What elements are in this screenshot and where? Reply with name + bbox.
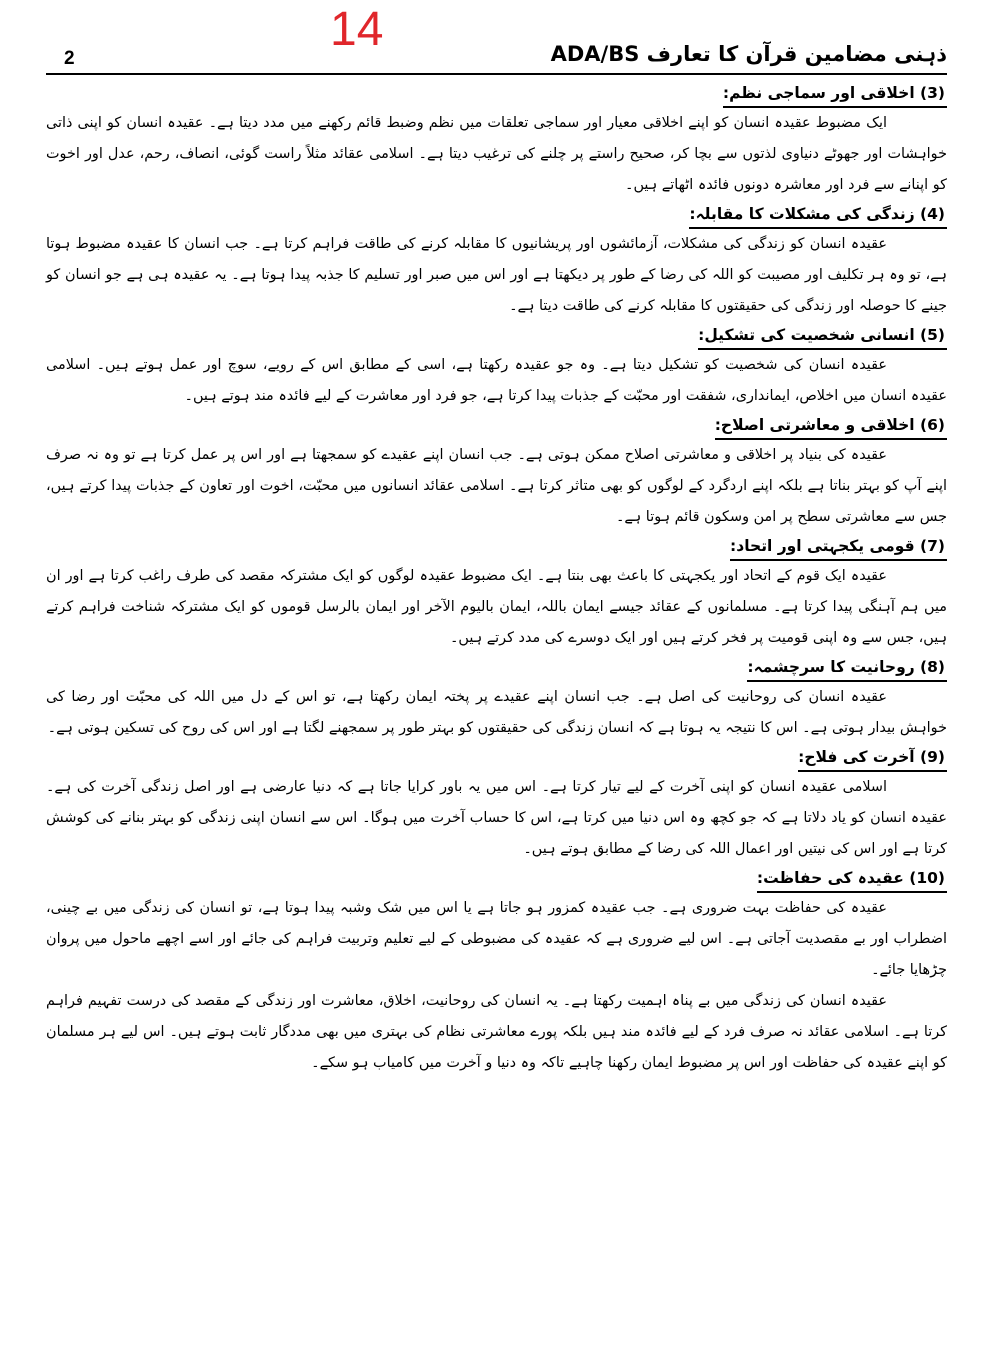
section-10 — [46, 865, 947, 1079]
paragraph: عقیدہ انسان کی زندگی میں بے پناہ اہمیت رکھتا ہے۔ یہ انسان کی روحانیت، اخلاق، معاشرت اور زندگی کے مقصد کی درست تفہیم فراہم کرتا ہے۔ اسلامی عقائد نہ صرف فرد کے لیے فائدہ مند ہیں بلکہ پورے معاشرتی نظام کی بہتری میں بھی مددگار ثابت ہوتے ہیں۔ اس لیے ہر مسلمان کو اپنے عقیدہ کی حفاظت اور اس پر مضبوط ایمان رکھنا چاہیے تاکہ وہ دنیا و آخرت میں کامیاب ہو سکے۔ — [46, 993, 947, 1071]
paragraph: اسلامی عقیدہ انسان کو اپنی آخرت کے لیے تیار کرتا ہے۔ اس میں یہ باور کرایا جاتا ہے کہ دنیا عارضی ہے اور اصل زندگی آخرت کی ہے۔ عقیدہ انسان کو یاد دلاتا ہے کہ جو کچھ وہ اس دنیا میں کرتا ہے، اس کا حساب آخرت میں ہوگا۔ اس سے انسان اپنی زندگی کو بہتر بنانے کی کوشش کرتا ہے اور اس کی نیتیں اور اعمال اللہ کی رضا کے مطابق ہوتے ہیں۔ — [46, 779, 947, 857]
section-heading: (5) انسانی شخصیت کی تشکیل: — [698, 322, 947, 350]
paragraph: عقیدہ ایک قوم کے اتحاد اور یکجہتی کا باعث بھی بنتا ہے۔ ایک مضبوط عقیدہ لوگوں کو ایک مشترکہ مقصد کی طرف راغب کرتا ہے اور ان میں ہم آہنگی پیدا کرتا ہے۔ مسلمانوں کے عقائد جیسے ایمان باللہ، ایمان بالیوم الآخر اور ایمان بالرسل قوموں کو ایک مشترکہ شناخت فراہم کرتے ہیں، جس سے وہ اپنی قومیت پر فخر کرتے ہیں اور ایک دوسرے کی مدد کرتے ہیں۔ — [46, 568, 947, 646]
paragraph: عقیدہ انسان کو زندگی کی مشکلات، آزمائشوں اور پریشانیوں کا مقابلہ کرنے کی طاقت فراہم کرتا ہے۔ جب انسان کا عقیدہ مضبوط ہوتا ہے، تو وہ ہر تکلیف اور مصیبت کو اللہ کی رضا کے طور پر دیکھتا ہے اور اس میں صبر اور تسلیم کا جذبہ پیدا ہوتا ہے۔ یہ عقیدہ ہی ہے جو انسان کو جینے کا حوصلہ اور زندگی کی حقیقتوں کا مقابلہ کرنے کی طاقت دیتا ہے۔ — [46, 236, 947, 314]
page-number: 2 — [64, 48, 75, 69]
header-rule — [46, 73, 947, 75]
section-heading: (9) آخرت کی فلاح: — [798, 744, 947, 772]
section-heading: (4) زندگی کی مشکلات کا مقابلہ: — [689, 201, 947, 229]
paragraph: عقیدہ انسان کی روحانیت کی اصل ہے۔ جب انسان اپنے عقیدے پر پختہ ایمان رکھتا ہے، تو اس کے دل میں اللہ کی محبّت اور رضا کی خواہش بیدار ہوتی ہے۔ اس کا نتیجہ یہ ہوتا ہے کہ انسان زندگی کی حقیقتوں کو بہتر طور پر سمجھنے لگتا ہے اور اس کی روح کی تسکین ہوتی ہے۔ — [46, 689, 947, 736]
section-heading: (7) قومی یکجہتی اور اتحاد: — [730, 533, 947, 561]
paragraph: عقیدہ کی بنیاد پر اخلاقی و معاشرتی اصلاح ممکن ہوتی ہے۔ جب انسان اپنے عقیدے کو سمجھتا ہے اور اس پر عمل کرتا ہے تو وہ نہ صرف اپنے آپ کو بہتر بناتا ہے بلکہ اپنے اردگرد کے لوگوں کو بھی متاثر کرتا ہے۔ اسلامی عقائد انسانوں میں محبّت، اخوت اور تعاون کے جذبات پیدا کرتے ہیں، جس سے معاشرتی سطح پر امن وسکون قائم ہوتا ہے۔ — [46, 447, 947, 525]
section-heading: (6) اخلاقی و معاشرتی اصلاح: — [715, 412, 947, 440]
document-body — [46, 80, 947, 1328]
book-title: ذہنی مضامین قرآن کا تعارف ADA/BS — [550, 42, 947, 66]
section-5 — [46, 322, 947, 412]
section-7 — [46, 533, 947, 654]
section-heading: (10) عقیدہ کی حفاظت: — [757, 865, 947, 893]
paragraph: ایک مضبوط عقیدہ انسان کو اپنے اخلاقی معیار اور سماجی تعلقات میں نظم وضبط قائم رکھنے میں مدد دیتا ہے۔ عقیدہ انسان کو اپنی ذاتی خواہشات اور جھوٹے دنیاوی لذتوں سے بچا کر، صحیح راستے پر چلنے کی ترغیب دیتا ہے۔ اسلامی عقائد مثلاً راست گوئی، انصاف، رحم، عدل اور اخوت کو اپنانے سے فرد اور معاشرہ دونوں فائدہ اٹھاتے ہیں۔ — [46, 115, 947, 193]
section-8 — [46, 654, 947, 744]
section-4 — [46, 201, 947, 322]
section-heading: (3) اخلاقی اور سماجی نظم: — [723, 80, 947, 108]
section-3 — [46, 80, 947, 201]
paragraph: عقیدہ انسان کی شخصیت کو تشکیل دیتا ہے۔ وہ جو عقیدہ رکھتا ہے، اسی کے مطابق اس کے رویے، سوچ اور عمل ہوتے ہیں۔ اسلامی عقیدہ انسان میں اخلاص، ایمانداری، شفقت اور محبّت کے جذبات پیدا کرتا ہے، جو فرد اور معاشرت کے لیے فائدہ مند ہوتے ہیں۔ — [46, 357, 947, 404]
section-9 — [46, 744, 947, 865]
page-header — [0, 0, 993, 72]
paragraph: عقیدہ کی حفاظت بہت ضروری ہے۔ جب عقیدہ کمزور ہو جاتا ہے یا اس میں شک وشبہ پیدا ہوتا ہے، تو انسان کی زندگی میں بے چینی، اضطراب اور بے مقصدیت آجاتی ہے۔ اس لیے ضروری ہے کہ عقیدہ کی مضبوطی کے لیے تعلیم وتربیت فراہم کی جائے اور اسے اچھے ماحول میں پروان چڑھایا جائے۔ — [46, 900, 947, 978]
section-6 — [46, 412, 947, 533]
chapter-number: 14 — [330, 3, 384, 56]
section-heading: (8) روحانیت کا سرچشمہ: — [747, 654, 947, 682]
